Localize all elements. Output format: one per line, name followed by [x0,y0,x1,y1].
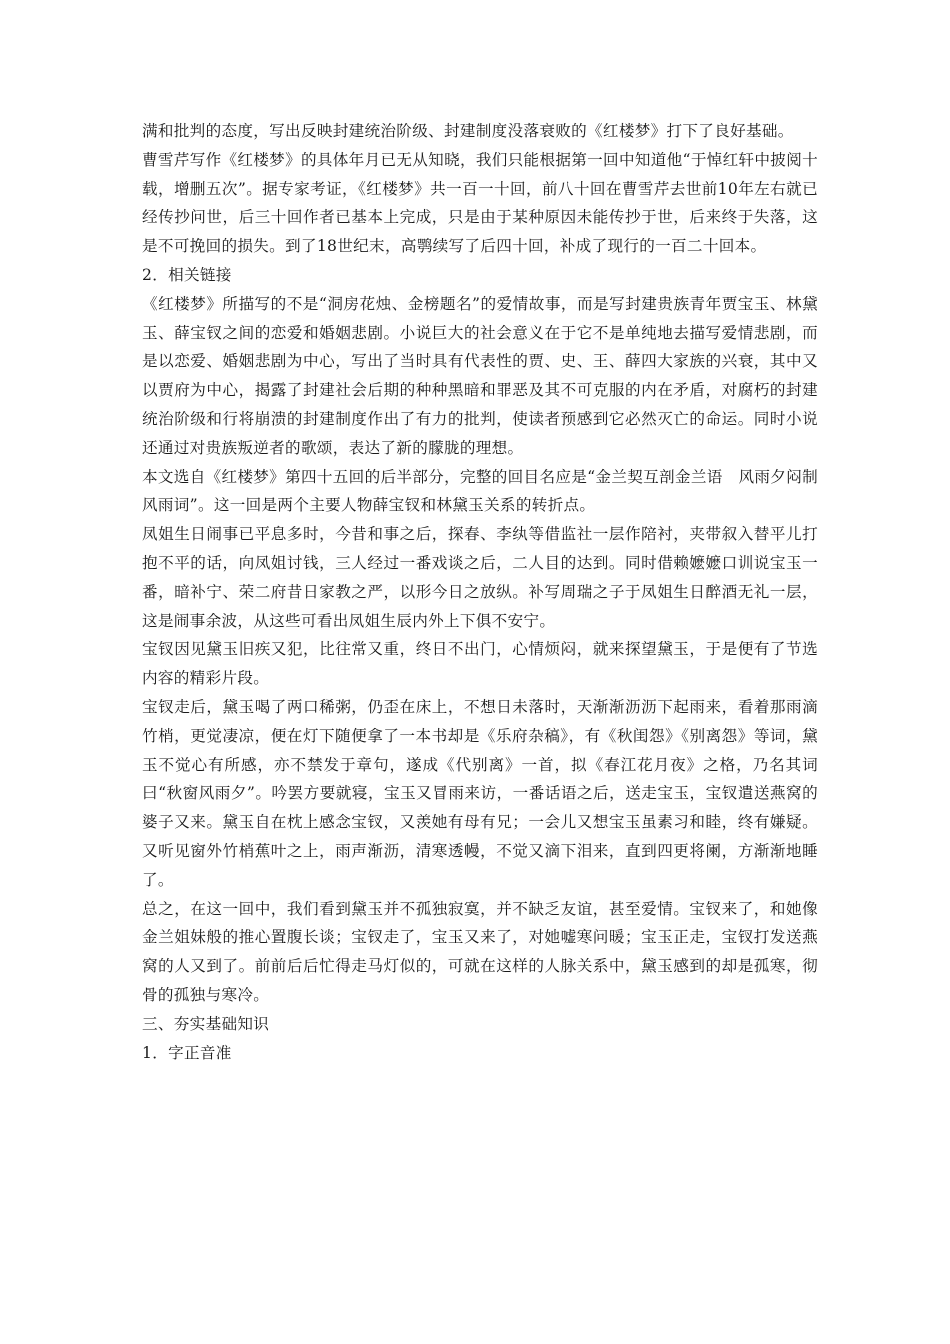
paragraph-baochai-visit: 宝钗因见黛玉旧疾又犯，比往常又重，终日不出门，心情烦闷，就来探望黛玉，于是便有了节选内容的精彩片段。 [142,640,818,688]
document-body [142,117,818,1067]
paragraph-summary: 总之，在这一回中，我们看到黛玉并不孤独寂寞，并不缺乏友谊，甚至爱情。宝钗来了，和她像金兰姐妹般的推心置腹长谈；宝钗走了，宝玉又来了，对她嘘寒问暖；宝玉正走，宝钗打发送燕窝的人又到了。前前后后忙得走马灯似的，可就在这样的人脉关系中，黛玉感到的却是孤寒，彻骨的孤独与寒冷。 [142,899,818,1004]
paragraph-novel-theme: 《红楼梦》所描写的不是“洞房花烛、金榜题名”的爱情故事，而是写封建贵族青年贾宝玉、林黛玉、薛宝钗之间的恋爱和婚姻悲剧。小说巨大的社会意义在于它不是单纯地去描写爱情悲剧，而是以恋爱、婚姻悲剧为中心，写出了当时具有代表性的贾、史、王、薛四大家族的兴衰，其中又以贾府为中心，揭露了封建社会后期的种种黑暗和罪恶及其不可克服的内在矛盾，对腐朽的封建统治阶级和行将崩溃的封建制度作出了有力的批判，使读者预感到它必然灭亡的命运。同时小说还通过对贵族叛逆者的歌颂，表达了新的朦胧的理想。 [142,294,818,457]
paragraph-writing-history: 曹雪芹写作《红楼梦》的具体年月已无从知晓，我们只能根据第一回中知道他“于悼红轩中披阅十载，增删五次”。据专家考证，《红楼梦》共一百一十回，前八十回在曹雪芹去世前10年左右就已经传抄问世，后三十回作者已基本上完成，只是由于某种原因未能传抄于世，后来终于失落，这是不可挽回的损失。到了18世纪末，高鹗续写了后四十回，补成了现行的一百二十回本。 [142,150,818,256]
paragraph-chapter-source: 本文选自《红楼梦》第四十五回的后半部分，完整的回目名应是“金兰契互剖金兰语 风雨夕闷制风雨词”。这一回是两个主要人物薛宝钗和林黛玉关系的转折点。 [142,467,818,515]
section-heading-related-links: 2．相关链接 [142,265,232,284]
paragraph-background-end: 满和批判的态度，写出反映封建统治阶级、封建制度没落衰败的《红楼梦》打下了良好基础。 [142,122,794,140]
section-heading-basic-knowledge: 三、夯实基础知识 [142,1014,270,1033]
subsection-heading-pronunciation: 1．字正音准 [142,1043,232,1062]
paragraph-fengjie-birthday: 凤姐生日闹事已平息多时，今昔和事之后，探春、李纨等借监社一层作陪衬，夹带叙入替平儿打抱不平的话，向凤姐讨钱，三人经过一番戏谈之后，二人目的达到。同时借赖嬷嬷口训说宝玉一番，暗补宁、荣二府昔日家教之严，以形今日之放纵。补写周瑞之子于凤姐生日醉酒无礼一层，这是闹事余波，从这些可看出凤姐生辰内外上下俱不安宁。 [142,525,818,630]
paragraph-rainy-night: 宝钗走后，黛玉喝了两口稀粥，仍歪在床上，不想日未落时，天渐渐沥沥下起雨来，看着那雨滴竹梢，更觉凄凉，便在灯下随便拿了一本书却是《乐府杂稿》，有《秋闺怨》《别离怨》等词，黛玉不觉心有所感，亦不禁发于章句，遂成《代别离》一首，拟《春江花月夜》之格，乃名其词曰“秋窗风雨夕”。吟罢方要就寝，宝玉又冒雨来访，一番话语之后，送走宝玉，宝钗遣送燕窝的婆子又来。黛玉自在枕上感念宝钗，又羡她有母有兄；一会儿又想宝玉虽素习和睦，终有嫌疑。又听见窗外竹梢蕉叶之上，雨声渐沥，清寒透幔，不觉又滴下泪来，直到四更将阑，方渐渐地睡了。 [142,697,818,889]
